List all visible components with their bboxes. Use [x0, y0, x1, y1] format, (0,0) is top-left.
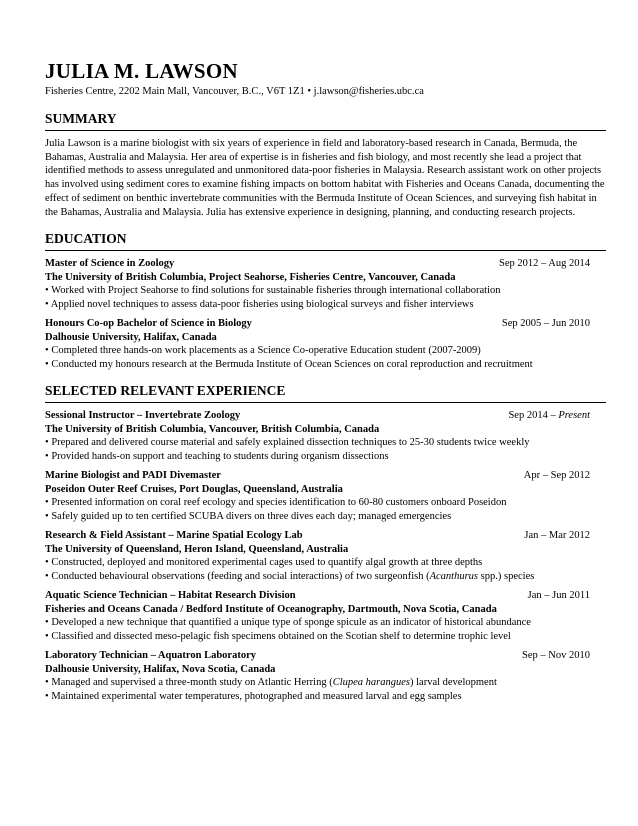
entry-bullets: [45, 676, 606, 703]
entry-organization: Poseidon Outer Reef Cruises, Port Douglas, Queensland, Australia: [45, 483, 343, 495]
entry-organization: Dalhousie University, Halifax, Nova Scotia, Canada: [45, 663, 276, 675]
bullet-item: • Applied novel techniques to assess data-poor fisheries using biological surveys and fisher interviews: [45, 298, 606, 312]
entry-bullets: [45, 344, 606, 371]
entry-bullets: [45, 436, 606, 463]
bullet-item: • Developed a new technique that quantified a unique type of sponge spicule as an indicator of historical abundance: [45, 616, 606, 630]
entry-title: Research & Field Assistant – Marine Spatial Ecology Lab: [45, 530, 303, 542]
contact-line: Fisheries Centre, 2202 Main Mall, Vancouver, B.C., V6T 1Z1 • j.lawson@fisheries.ubc.ca: [45, 86, 424, 97]
bullet-item: • Maintained experimental water temperatures, photographed and measured larval and egg samples: [45, 690, 606, 704]
bullet-item: • Constructed, deployed and monitored experimental cages used to quantify algal growth at three depths: [45, 556, 606, 570]
education-section: [45, 231, 606, 371]
entry-title: Marine Biologist and PADI Divemaster: [45, 470, 221, 482]
entry-bullets: [45, 556, 606, 583]
experience-section: [45, 383, 606, 703]
summary-heading: SUMMARY: [45, 111, 117, 126]
entry-organization: The University of British Columbia, Vancouver, British Columbia, Canada: [45, 423, 380, 435]
summary-section: [45, 111, 606, 219]
section-divider: [45, 402, 606, 403]
section-divider: [45, 250, 606, 251]
experience-entry: [45, 469, 606, 523]
experience-entry: [45, 409, 606, 463]
resume-page: [45, 59, 606, 709]
entry-title: Master of Science in Zoology: [45, 258, 175, 270]
bullet-item: • Provided hands-on support and teaching to students during organism dissections: [45, 450, 606, 464]
entry-organization: The University of Queensland, Heron Island, Queensland, Australia: [45, 543, 349, 555]
entry-title: Sessional Instructor – Invertebrate Zoology: [45, 410, 241, 422]
bullet-item: • Worked with Project Seahorse to find solutions for sustainable fisheries through international collaboration: [45, 284, 606, 298]
entry-bullets: [45, 284, 606, 311]
entry-bullets: [45, 616, 606, 643]
bullet-item: • Completed three hands-on work placements as a Science Co-operative Education student (2007-2009): [45, 344, 606, 358]
bullet-item: • Prepared and delivered course material and safely explained dissection techniques to 25-30 students twice weekly: [45, 436, 606, 450]
education-entry: [45, 317, 606, 371]
entry-date: Apr – Sep 2012: [523, 470, 590, 482]
entry-date: Jan – Mar 2012: [524, 530, 590, 542]
education-heading: EDUCATION: [45, 231, 127, 247]
experience-entry: [45, 529, 606, 583]
entry-organization: The University of British Columbia, Project Seahorse, Fisheries Centre, Vancouver, Canada: [45, 271, 456, 283]
entry-organization: Dalhousie University, Halifax, Canada: [45, 331, 217, 343]
experience-heading: SELECTED RELEVANT EXPERIENCE: [45, 383, 286, 399]
entry-date: Sep 2012 – Aug 2014: [498, 258, 590, 270]
bullet-item: • Presented information on coral reef ecology and species identification to 60-80 customers onboard Poseidon: [45, 496, 606, 510]
bullet-item: • Conducted behavioural observations (feeding and social interactions) of two surgeonfish (Acanthurus spp.) species: [45, 570, 606, 584]
education-entry: [45, 257, 606, 311]
entry-title: Laboratory Technician – Aquatron Laboratory: [45, 650, 256, 662]
entry-organization: Fisheries and Oceans Canada / Bedford Institute of Oceanography, Dartmouth, Nova Scotia, Canada: [45, 603, 497, 615]
section-divider: [45, 130, 606, 131]
entry-date: Jan – Jun 2011: [527, 590, 590, 602]
bullet-item: • Safely guided up to ten certified SCUBA divers on three dives each day; managed emergencies: [45, 510, 606, 524]
bullet-item: • Managed and supervised a three-month study on Atlantic Herring (Clupea harangues) larval development: [45, 676, 606, 690]
bullet-item: • Classified and dissected meso-pelagic fish specimens obtained on the Scotian shelf to determine trophic level: [45, 630, 606, 644]
bullet-item: • Conducted my honours research at the Bermuda Institute of Ocean Sciences on coral reproduction and recruitment: [45, 358, 606, 372]
entry-title: Honours Co-op Bachelor of Science in Biology: [45, 318, 252, 330]
candidate-name: JULIA M. LAWSON: [45, 59, 238, 83]
entry-date: Sep 2014 – Present: [508, 410, 590, 422]
entry-date: Sep 2005 – Jun 2010: [501, 318, 590, 330]
summary-text: Julia Lawson is a marine biologist with six years of experience in field and laboratory-based research in Canada, Bermuda, the Bahamas, Australia and Malaysia. Her area of expertise is in fisheries and fish biology, and most recently she lead a project that identified methods to assess unregulated and unmonitored data-poor fisheries in Malaysia. Research assistant work on other projects has involved using sediment cores to examine fishing impacts on bottom habitat with Fisheries and Oceans Canada, documenting the effect of sediment on benthic invertebrate communities with the Bermuda Institute of Ocean Sciences, and surveying fish habitat in the Bahamas, Australia and Malaysia. Julia has extensive experience in designing, planning, and conducting research projects.: [45, 138, 605, 218]
entry-bullets: [45, 496, 606, 523]
experience-entry: [45, 589, 606, 643]
entry-date: Sep – Nov 2010: [522, 650, 590, 662]
entry-title: Aquatic Science Technician – Habitat Research Division: [45, 590, 296, 602]
experience-entry: [45, 649, 606, 703]
